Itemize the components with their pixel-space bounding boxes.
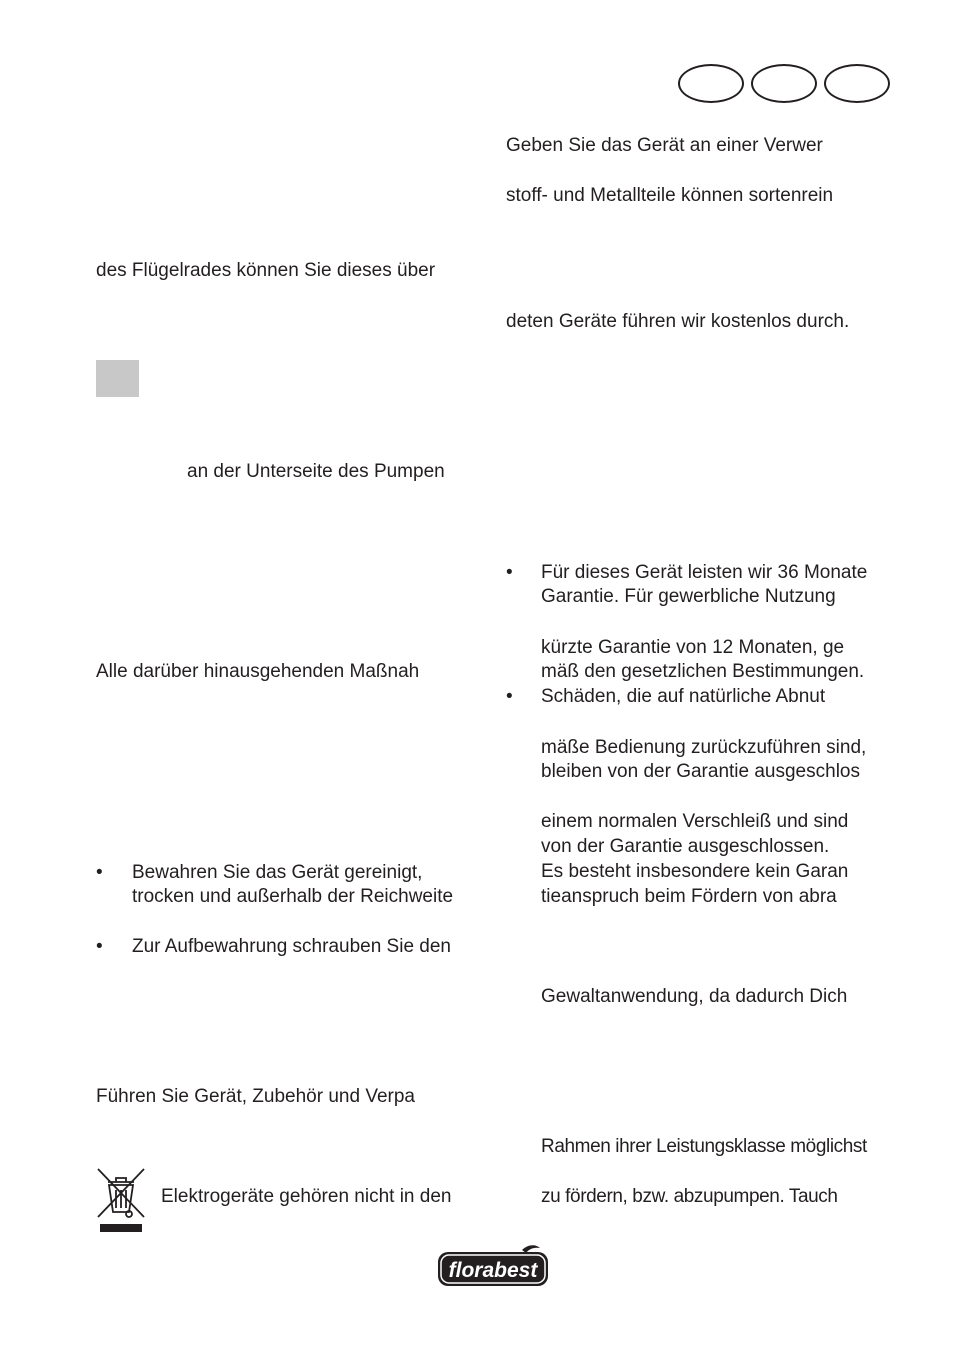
florabest-logo bbox=[436, 1242, 550, 1290]
body-text-line: deten Geräte führen wir kostenlos durch. bbox=[506, 311, 850, 332]
list-item-line: kürzte Garantie von 12 Monaten, ge bbox=[541, 637, 845, 658]
bullet-marker: • bbox=[506, 562, 513, 583]
bullet-marker: • bbox=[96, 936, 103, 957]
language-ovals bbox=[678, 64, 892, 104]
language-oval-icon bbox=[678, 64, 744, 103]
list-item-line: Schäden, die auf natürliche Abnut bbox=[541, 686, 826, 707]
language-oval-icon bbox=[824, 64, 890, 103]
list-item-line: von der Garantie ausgeschlossen. bbox=[541, 836, 830, 857]
list-item-line: bleiben von der Garantie ausgeschlos bbox=[541, 761, 860, 782]
body-text-line: Geben Sie das Gerät an einer Verwer bbox=[506, 135, 823, 156]
body-text-line: des Flügelrades können Sie dieses über bbox=[96, 260, 436, 281]
body-text-line: Elektrogeräte gehören nicht in den bbox=[161, 1186, 452, 1207]
body-text-line: stoff- und Metallteile können sortenrein bbox=[506, 185, 834, 206]
list-item-line: einem normalen Verschleiß und sind bbox=[541, 811, 849, 832]
list-item-line: Gewaltanwendung, da dadurch Dich bbox=[541, 986, 848, 1007]
list-item-line: Bewahren Sie das Gerät gereinigt, bbox=[132, 862, 423, 883]
logo-text: florabest bbox=[448, 1259, 538, 1282]
list-item-line: trocken und außerhalb der Reichweite bbox=[132, 886, 454, 907]
list-item-line: zu fördern, bzw. abzupumpen. Tauch bbox=[541, 1186, 838, 1207]
list-item-line: Garantie. Für gewerbliche Nutzung bbox=[541, 586, 836, 607]
bullet-marker: • bbox=[96, 862, 103, 883]
bullet-marker: • bbox=[506, 686, 513, 707]
body-text-line: Alle darüber hinausgehenden Maßnah bbox=[96, 661, 420, 682]
list-item-line: Zur Aufbewahrung schrauben Sie den bbox=[132, 936, 451, 957]
language-oval-icon bbox=[751, 64, 817, 103]
list-item-line: tieanspruch beim Fördern von abra bbox=[541, 886, 837, 907]
figure-placeholder bbox=[96, 360, 139, 397]
crossed-out-wheelie-bin-icon bbox=[96, 1168, 146, 1234]
body-text-line: an der Unterseite des Pumpen bbox=[187, 461, 445, 482]
list-item-line: mäß den gesetzlichen Bestimmungen. bbox=[541, 661, 865, 682]
body-text-line: Führen Sie Gerät, Zubehör und Verpa bbox=[96, 1086, 415, 1107]
list-item-line: Es besteht insbesondere kein Garan bbox=[541, 861, 849, 882]
list-item-line: Rahmen ihrer Leistungsklasse möglichst bbox=[541, 1136, 867, 1157]
list-item-line: Für dieses Gerät leisten wir 36 Monate bbox=[541, 562, 868, 583]
list-item-line: mäße Bedienung zurückzuführen sind, bbox=[541, 737, 867, 758]
